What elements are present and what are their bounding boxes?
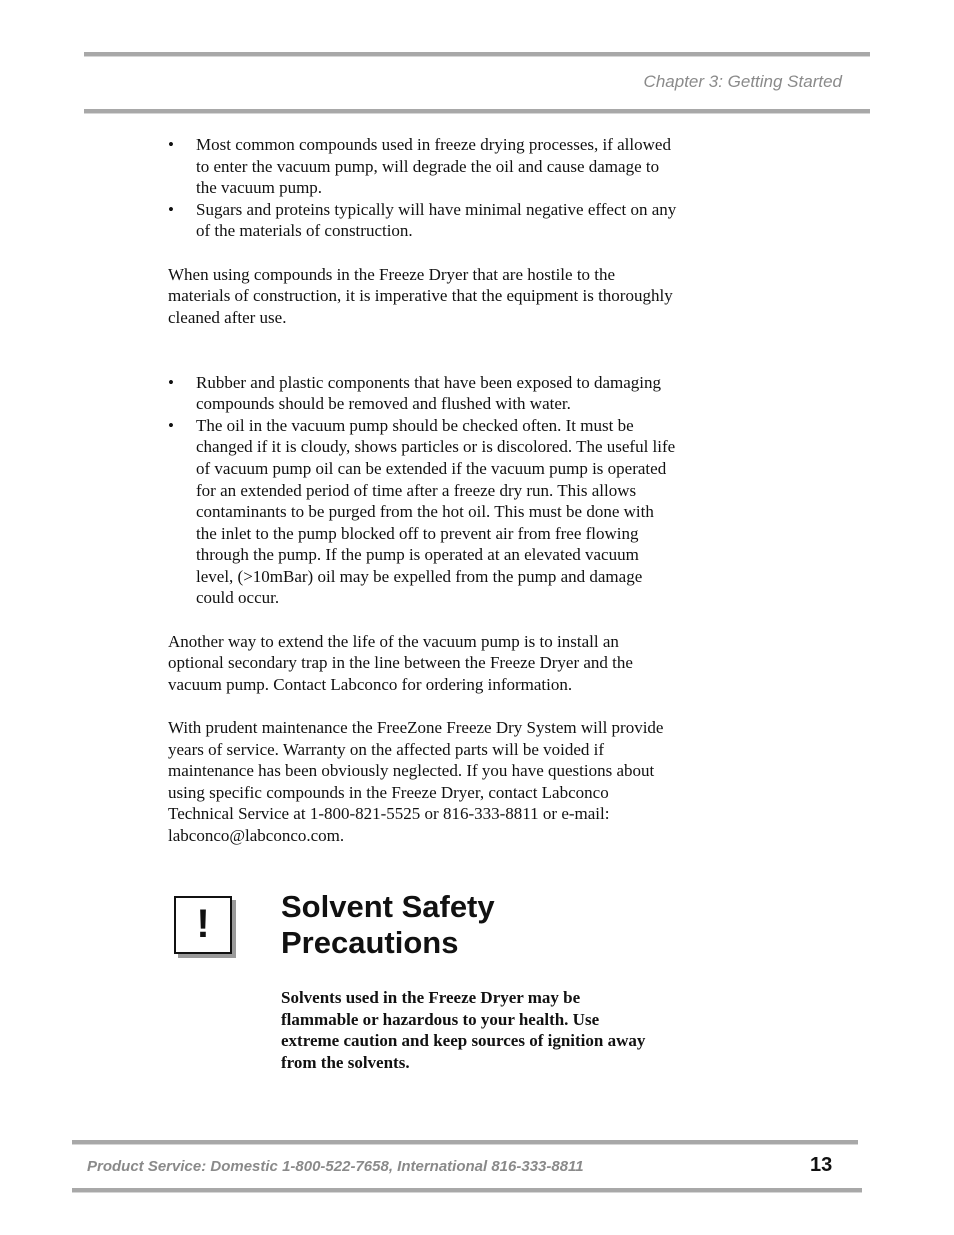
header-rule-bottom	[84, 109, 870, 114]
bullet-icon: •	[168, 372, 174, 392]
paragraph-service: With prudent maintenance the FreeZone Freeze Dry System will provide years of service. Warranty on the affected parts will be voided if maintenance has been obviously neglected. If you have questions about using specific compounds in the Freeze Dryer, contact Labconco Technical Service at 1-800-821-5525 or 816-333-8811 or e-mail: labconco@labconco.com.	[168, 718, 664, 845]
chapter-heading: Chapter 3: Getting Started	[643, 72, 842, 91]
paragraph-secondary-trap: Another way to extend the life of the vacuum pump is to install an optional secondary trap in the line between the Freeze Dryer and the vacuum pump. Contact Labconco for ordering information.	[168, 631, 633, 694]
footer-rule-top	[72, 1140, 858, 1145]
body-content	[168, 134, 678, 847]
bullet-list-contamination	[168, 134, 678, 242]
list-item	[168, 372, 678, 415]
warning-icon	[174, 896, 232, 954]
list-item	[168, 199, 678, 242]
footer-rule-bottom	[72, 1188, 862, 1193]
bullet-list-maintenance	[168, 372, 678, 610]
paragraph-cleaning: When using compounds in the Freeze Dryer that are hostile to the materials of construction, it is imperative that the equipment is thoroughly cleaned after use.	[168, 264, 673, 327]
footer-service-text: Product Service: Domestic 1-800-522-7658, International 816-333-8811	[87, 1158, 584, 1175]
header-rule-top	[84, 52, 870, 57]
bullet-icon: •	[168, 199, 174, 219]
exclamation-icon: !	[196, 902, 210, 946]
bullet-icon: •	[168, 135, 174, 154]
list-item-text: Sugars and proteins typically will have minimal negative effect on any of the materials of construction.	[196, 199, 677, 241]
list-item-text: The oil in the vacuum pump should be checked often. It must be changed if it is cloudy, shows particles or is discolored. The useful life of vacuum pump oil can be extended if the vacuum pump is operated for an extended period of time after a freeze dry run. This allows contaminants to be purged from the hot oil. This must be done with the inlet to the pump blocked off to prevent air from free flowing through the pump. If the pump is operated at an elevated vacuum level, (>10mBar) oil may be expelled from the pump and damage could occur.	[196, 415, 676, 608]
list-item-text: Most common compounds used in freeze drying processes, if allowed to enter the vacuum pump, will degrade the oil and cause damage to the vacuum pump.	[196, 135, 671, 198]
bullet-icon: •	[168, 415, 174, 435]
section-title-line2: Precautions	[281, 925, 459, 960]
list-item	[168, 415, 678, 609]
section-title	[281, 889, 681, 961]
list-item-text: Rubber and plastic components that have been exposed to damaging compounds should be removed and flushed with water.	[196, 372, 662, 414]
list-item	[168, 134, 678, 199]
warning-text: Solvents used in the Freeze Dryer may be flammable or hazardous to your health. Use extreme caution and keep sources of ignition away from the solvents.	[281, 988, 646, 1072]
section-title-line1: Solvent Safety	[281, 889, 495, 924]
page-number: 13	[810, 1154, 833, 1176]
